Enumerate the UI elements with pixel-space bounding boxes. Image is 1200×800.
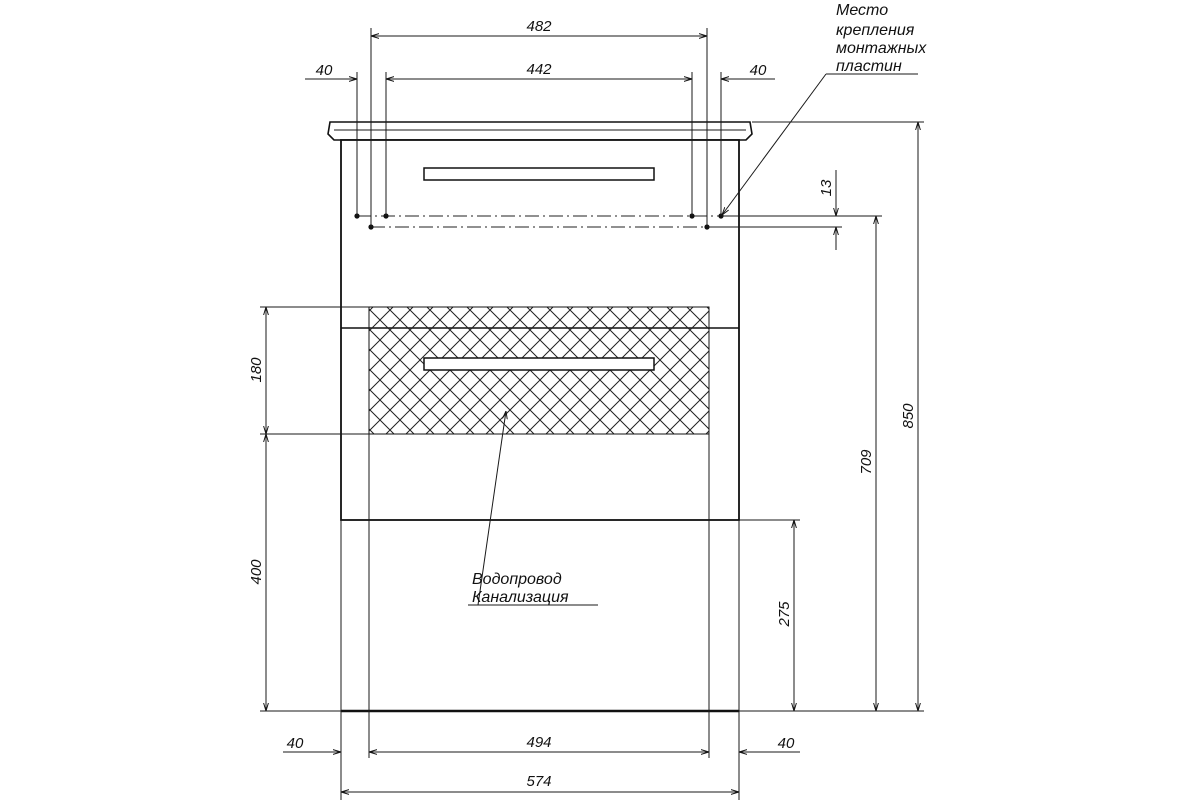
- dim-482: 482: [526, 18, 552, 35]
- dim-13: 13: [818, 179, 835, 197]
- lower-drawer-handle: [424, 358, 654, 370]
- dim-850: 850: [900, 403, 917, 429]
- countertop: [328, 122, 752, 140]
- dim-275: 275: [776, 601, 793, 627]
- dim-bottom-right-40: 40: [777, 735, 795, 752]
- callout-line-2: крепления: [836, 22, 915, 39]
- dim-709: 709: [858, 449, 875, 475]
- right-extension-lines: [708, 122, 924, 711]
- pipe-callout-line-2: Канализация: [472, 589, 569, 606]
- dim-top-left-40: 40: [315, 62, 333, 79]
- callout-line-4: пластин: [836, 58, 902, 75]
- dim-574: 574: [526, 773, 552, 790]
- callout-line-1: Место: [836, 2, 889, 19]
- dim-442: 442: [526, 61, 552, 78]
- pipe-callout-line-1: Водопровод: [472, 571, 562, 588]
- dim-180: 180: [248, 357, 265, 383]
- upper-drawer-handle: [424, 168, 654, 180]
- dim-bottom-left-40: 40: [286, 735, 304, 752]
- dim-400: 400: [248, 559, 265, 585]
- callout-line-3: монтажных: [836, 40, 927, 57]
- dim-494: 494: [526, 734, 552, 751]
- dim-top-right-40: 40: [749, 62, 767, 79]
